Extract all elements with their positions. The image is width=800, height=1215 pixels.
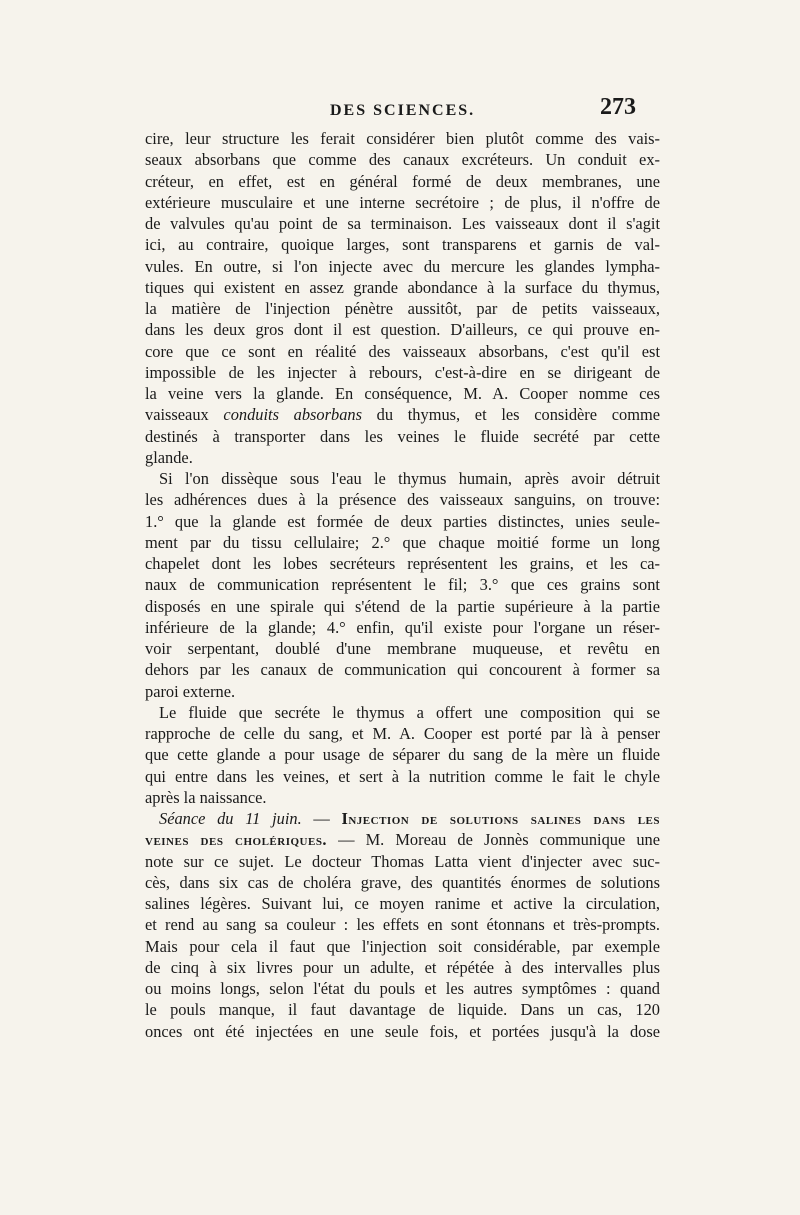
text-line: destinés à transporter dans les veines le fluide secrété par cette	[145, 426, 660, 446]
text-line: note sur ce sujet. Le docteur Thomas Latta vient d'injecter avec suc-	[145, 851, 660, 871]
text-line: cire, leur structure les ferait considérer bien plutôt comme des vais-	[145, 129, 660, 148]
session-heading-line	[145, 829, 660, 850]
text-line: tiques qui existent en assez grande abondance à la surface du thymus,	[145, 277, 660, 297]
text-line: et rend au sang sa couleur : les effets en sont étonnans et très-prompts.	[145, 915, 660, 935]
page-number: 273	[600, 94, 636, 120]
text-line: cès, dans six cas de choléra grave, des quantités énormes de solutions	[145, 872, 660, 892]
italic-phrase: conduits absorbans	[223, 405, 362, 425]
text-line: rapproche de celle du sang, et M. A. Cooper est porté par là à penser	[145, 724, 660, 743]
text-line: le pouls manque, il faut davantage de liquide. Dans un cas, 120	[145, 1000, 660, 1020]
text-line: seaux absorbans que comme des canaux excréteurs. Un conduit ex-	[145, 150, 660, 170]
body-text	[145, 128, 660, 1042]
section-title: Injection de solutions salines dans les	[341, 809, 660, 828]
text-line: onces ont été injectées en une seule fois, et portées jusqu'à la dose	[145, 1021, 660, 1041]
line-fragment: — M. Moreau de Jonnès communique une	[327, 830, 661, 850]
text-line: que cette glande a pour usage de séparer du sang de la mère un fluide	[145, 745, 660, 765]
text-line: 1.° que la glande est formée de deux parties distinctes, unies seule-	[145, 511, 660, 531]
text-line: vules. En outre, si l'on injecte avec du mercure les glandes lympha-	[145, 256, 660, 276]
text-line: ici, au contraire, quoique larges, sont transparens et garnis de val-	[145, 235, 660, 255]
text-line: ou moins longs, selon l'état du pouls et les autres symptômes : quand	[145, 979, 660, 998]
text-line: salines légères. Suivant lui, ce moyen ranime et active la circulation,	[145, 894, 660, 913]
line-fragment: du thymus, et les considère comme	[361, 405, 660, 425]
session-heading-line	[145, 808, 660, 829]
text-line: dehors par les canaux de communication qui concourent à former sa	[145, 660, 660, 680]
text-line: de cinq à six livres pour un adulte, et répétée à des intervalles plus	[145, 957, 660, 977]
text-line: qui entre dans les veines, et sert à la nutrition comme le fait le chyle	[145, 766, 660, 786]
text-line: inférieure de la glande; 4.° enfin, qu'il existe pour l'organe un réser-	[145, 617, 660, 637]
text-line: la matière de l'injection pénètre aussitôt, par de petits vaisseaux,	[145, 299, 660, 318]
text-line: après la naissance.	[145, 787, 267, 807]
line-fragment: vaisseaux	[145, 405, 224, 425]
dash: —	[301, 809, 342, 828]
text-line-with-italic	[145, 404, 660, 425]
text-line: core que ce sont en réalité des vaisseaux absorbans, c'est qu'il est	[145, 341, 660, 361]
page-header	[0, 94, 800, 124]
text-line: glande.	[145, 447, 193, 467]
session-date: Séance du 11 juin.	[159, 809, 302, 828]
text-line: naux de communication représentent le fil; 3.° que ces grains sont	[145, 575, 660, 595]
text-line: voir serpentant, doublé d'une membrane muqueuse, et revêtu en	[145, 639, 660, 658]
text-line: Si l'on dissèque sous l'eau le thymus humain, après avoir détruit	[159, 469, 660, 488]
text-line: chapelet dont les lobes secréteurs représentent les grains, et les ca-	[145, 554, 660, 573]
text-line: extérieure musculaire et une interne secrétoire ; de plus, il n'offre de	[145, 192, 660, 212]
text-line: dans les deux gros dont il est question. D'ailleurs, ce qui prouve en-	[145, 320, 660, 340]
text-line: la veine vers la glande. En conséquence, M. A. Cooper nomme ces	[145, 384, 660, 403]
section-title: veines des cholériques.	[145, 830, 328, 850]
text-line: disposés en une spirale qui s'étend de la partie supérieure à la partie	[145, 596, 660, 616]
text-line: ment par du tissu cellulaire; 2.° que chaque moitié forme un long	[145, 532, 660, 552]
text-line: Mais pour cela il faut que l'injection soit considérable, par exemple	[145, 936, 660, 956]
running-head: DES SCIENCES.	[330, 102, 476, 119]
text-line: créteur, en effet, est en général formé de deux membranes, une	[145, 171, 660, 191]
text-line: paroi externe.	[145, 681, 236, 701]
text-line: de valvules qu'au point de sa terminaison. Les vaisseaux dont il s'agit	[145, 214, 660, 233]
text-line: Le fluide que secréte le thymus a offert une composition qui se	[159, 702, 660, 722]
text-line: impossible de les injecter à rebours, c'est-à-dire en se dirigeant de	[145, 362, 660, 382]
text-line: les adhérences dues à la présence des vaisseaux sanguins, on trouve:	[145, 490, 660, 510]
